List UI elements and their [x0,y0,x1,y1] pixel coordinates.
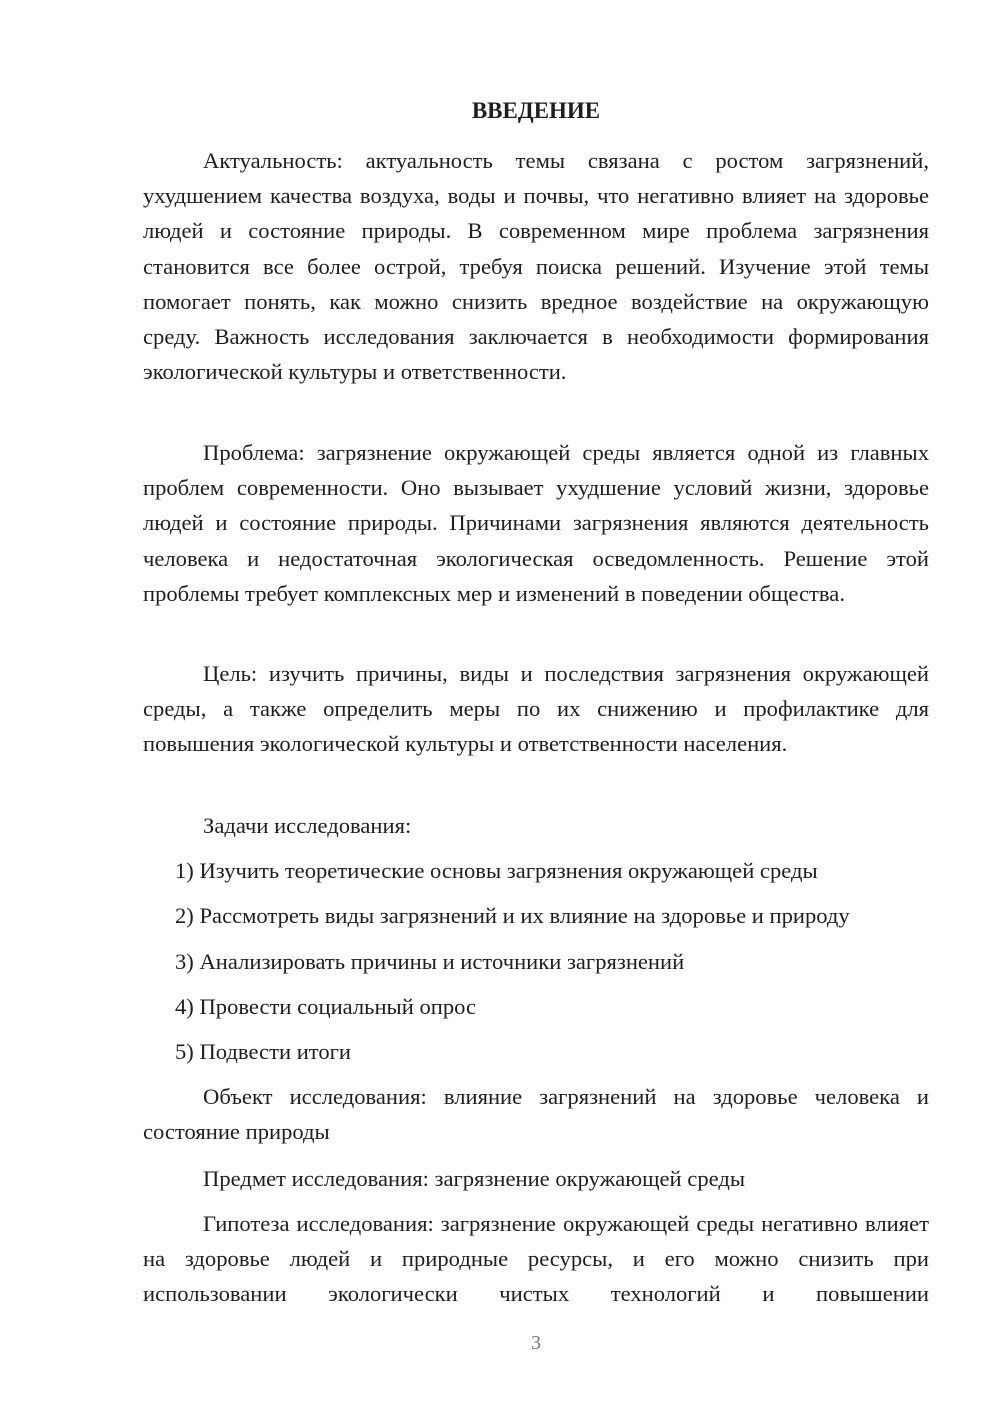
paragraph-problem: Проблема: загрязнение окружающей среды является одной из главных проблем современности. Оно вызывает ухудшение условий жизни, здоровье людей и состояние природы. Причинами загрязнения являются деятельность человека и недостаточная экологическая осведомленность. Решение этой проблемы требует комплексных мер и изменений в поведении общества. [143,440,929,606]
task-item-2: 2) Рассмотреть виды загрязнений и их влияние на здоровье и природу [175,903,850,928]
task-item-4: 4) Провести социальный опрос [175,994,477,1019]
paragraph-subject: Предмет исследования: загрязнение окружающей среды [203,1166,746,1191]
task-item-5: 5) Подвести итоги [175,1039,352,1064]
paragraph-relevance: Актуальность: актуальность темы связана с ростом загрязнений, ухудшением качества воздуха, воды и почвы, что негативно влияет на здоровье людей и состояние природы. В современном мире проблема загрязнения становится все более острой, требуя поиска решений. Изучение этой темы помогает понять, как можно снизить вредное воздействие на окружающую среду. Важность исследования заключается в необходимости формирования экологической культуры и ответственности. [143,148,929,385]
tasks-heading: Задачи исследования: [203,813,412,838]
paragraph-object: Объект исследования: влияние загрязнений на здоровье человека и состояние природы [143,1084,929,1145]
page-title: ВВЕДЕНИЕ [471,98,601,123]
paragraph-hypothesis: Гипотеза исследования: загрязнение окружающей среды негативно влияет на здоровье людей и природные ресурсы, и его можно снизить при использовании экологически чистых технологий и повышении [143,1211,929,1307]
paragraph-goal: Цель: изучить причины, виды и последствия загрязнения окружающей среды, а также определить меры по их снижению и профилактике для повышения экологической культуры и ответственности населения. [143,661,929,757]
page-number: 3 [531,1332,541,1354]
task-item-3: 3) Анализировать причины и источники загрязнений [175,949,685,974]
task-item-1: 1) Изучить теоретические основы загрязнения окружающей среды [175,858,818,883]
